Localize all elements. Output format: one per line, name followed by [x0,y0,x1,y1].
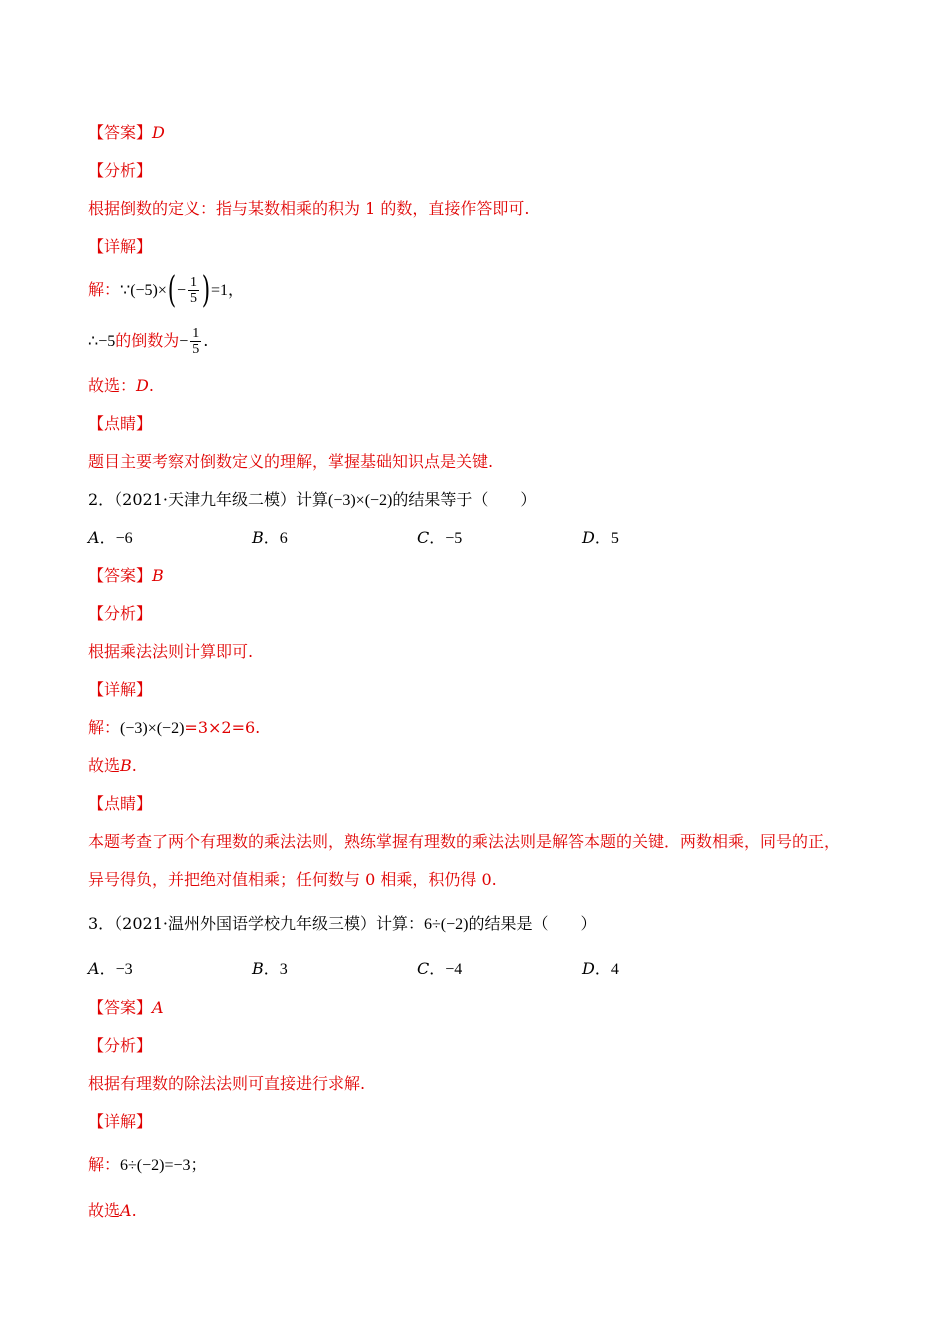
q3-option-a[interactable] [88,959,133,980]
q1-therefore [88,321,208,362]
answer-value: A [152,998,164,1017]
q1-point: 题目主要考察对倒数定义的理解，掌握基础知识点是关键. [88,452,494,471]
q2-detail-tag: 【详解】 [88,680,153,699]
option-letter: D [582,959,595,978]
q3-option-d[interactable] [582,959,619,980]
q3-stem [88,914,596,935]
solution-math: (−3)×(−2) [120,720,185,737]
left-big-paren: ( [167,269,177,311]
option-letter: A [88,528,100,547]
option-sep: ． [99,959,116,978]
solution-math: 6÷(−2)=−3 [120,1157,191,1174]
therefore-symbol: ∴ [88,333,99,350]
option-letter: D [582,528,595,547]
period: . [203,331,209,350]
q2-stem-math: (−3)×(−2) [328,492,393,509]
q2-stem [88,490,536,511]
fraction-numerator: 1 [189,275,197,290]
fraction-denominator: 5 [192,342,200,357]
q3-choose [88,1201,137,1221]
choose-prefix: 故选 [88,756,121,775]
solution-eq-right: =1， [211,282,245,299]
q3-stem-math: 6÷(−2) [424,916,469,933]
choose-value: A [120,1201,132,1220]
option-sep: ． [594,959,611,978]
q3-stem-suffix: 的结果是（ ） [468,914,597,933]
choose-prefix: 故选： [88,376,137,395]
answer-value: D [152,123,165,142]
answer-value: B [152,566,164,585]
fraction-denominator: 5 [189,291,197,306]
right-big-paren: ) [201,269,211,311]
because-symbol: ∵ [120,282,131,299]
option-value: −6 [115,530,133,547]
solution-result: =3×2=6. [184,718,261,737]
option-letter: A [88,959,100,978]
option-sep: ． [429,959,446,978]
option-value: 4 [610,961,619,978]
option-value: −4 [445,961,463,978]
q2-solution [88,718,260,739]
solution-prefix: 解： [88,718,121,737]
q2-answer [88,566,164,586]
reciprocal-text: 的倒数为 [115,331,180,350]
q2-stem-suffix: 的结果等于（ ） [392,490,537,509]
choose-value: B [120,756,132,775]
minus-sign: − [176,282,186,299]
q2-point-line2: 异号得负，并把绝对值相乘；任何数与 0 相乘，积仍得 0. [88,870,497,889]
fraction-one-fifth [190,326,201,357]
option-sep: ． [263,959,280,978]
q3-answer [88,998,164,1018]
fraction-one-fifth [188,275,199,306]
option-sep: ． [263,528,280,547]
solution-eq-left: (−5)× [130,282,167,299]
q2-stem-prefix: 2．（2021·天津九年级二模）计算 [88,490,328,509]
q2-point-tag: 【点睛】 [88,794,153,813]
q2-option-d[interactable] [582,528,619,549]
option-sep: ． [99,528,116,547]
q2-option-a[interactable] [88,528,133,549]
option-value: −5 [445,530,463,547]
answer-tag: 【答案】 [88,123,153,142]
q3-analysis-tag: 【分析】 [88,1036,153,1055]
semicolon: ； [190,1155,207,1174]
option-letter: C [417,528,430,547]
neg-five: −5 [98,333,116,350]
q2-point-line1: 本题考查了两个有理数的乘法法则，熟练掌握有理数的乘法法则是解答本题的关键．两数相乘，同号的正， [88,832,841,851]
q2-choose [88,756,137,776]
q3-option-b[interactable] [252,959,288,980]
minus-sign: − [179,333,189,350]
answer-tag: 【答案】 [88,998,153,1017]
period: . [131,1201,137,1220]
option-value: 6 [279,530,288,547]
q3-detail-tag: 【详解】 [88,1112,153,1131]
q1-choose [88,376,154,396]
period: . [131,756,137,775]
q2-option-b[interactable] [252,528,288,549]
q1-analysis-tag: 【分析】 [88,161,153,180]
q3-analysis: 根据有理数的除法法则可直接进行求解. [88,1074,366,1093]
fraction-numerator: 1 [192,326,200,341]
option-value: −3 [115,961,133,978]
q1-solution [88,268,244,313]
q3-solution [88,1155,207,1176]
choose-prefix: 故选 [88,1201,121,1220]
q1-analysis: 根据倒数的定义：指与某数相乘的积为 1 的数，直接作答即可. [88,199,530,218]
q2-option-c[interactable] [417,528,462,549]
option-sep: ． [429,528,446,547]
option-value: 5 [610,530,619,547]
q3-option-c[interactable] [417,959,462,980]
choose-value: D [136,376,149,395]
option-sep: ． [594,528,611,547]
solution-prefix: 解： [88,1155,121,1174]
period: . [148,376,154,395]
q1-point-tag: 【点睛】 [88,414,153,433]
q1-answer [88,123,165,143]
option-letter: B [252,959,264,978]
q3-stem-prefix: 3．（2021·温州外国语学校九年级三模）计算： [88,914,424,933]
q2-analysis-tag: 【分析】 [88,604,153,623]
q1-detail-tag: 【详解】 [88,237,153,256]
solution-prefix: 解： [88,280,121,299]
option-letter: C [417,959,430,978]
option-letter: B [252,528,264,547]
answer-tag: 【答案】 [88,566,153,585]
option-value: 3 [279,961,288,978]
q2-analysis: 根据乘法法则计算即可. [88,642,254,661]
